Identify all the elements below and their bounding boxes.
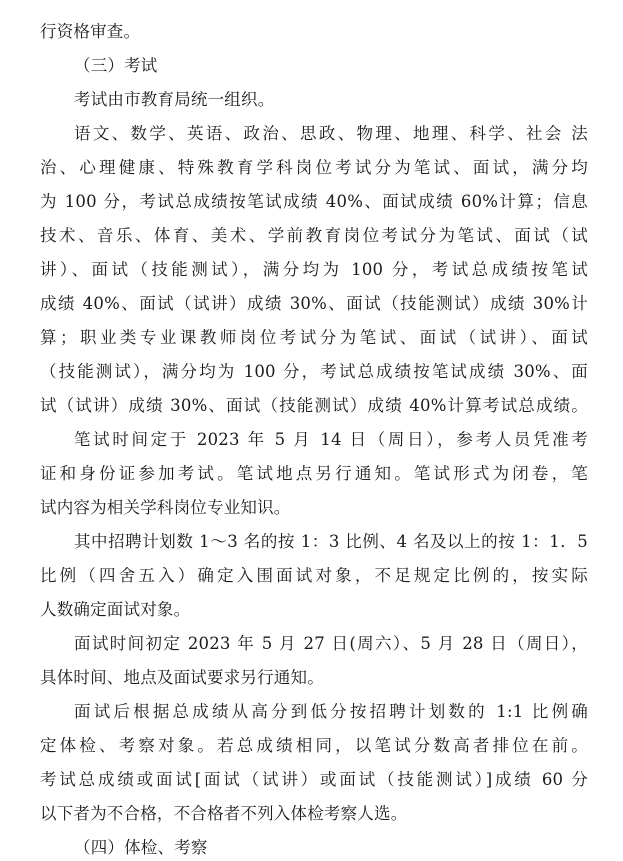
- section-heading: （三）考试: [74, 56, 158, 75]
- paragraph-line: 语文、数学、英语、政治、思政、物理、地理、科学、社会 法: [74, 124, 588, 143]
- paragraph-line: 行资格审查。: [40, 22, 141, 41]
- paragraph-line: 为 100 分，考试总成绩按笔试成绩 40%、面试成绩 60%计算；信息: [40, 192, 588, 211]
- paragraph-line: 比例（四舍五入）确定入围面试对象，不足规定比例的，按实际: [40, 566, 588, 585]
- paragraph-line: 定体检、考察对象。若总成绩相同，以笔试分数高者排位在前。: [40, 736, 588, 755]
- paragraph-line: 成绩 40%、面试（试讲）成绩 30%、面试（技能测试）成绩 30%计: [40, 294, 588, 313]
- paragraph-line: 面试时间初定 2023 年 5 月 27 日(周六）、5 月 28 日（周日），: [74, 634, 588, 653]
- paragraph-line: 考试由市教育局统一组织。: [74, 90, 275, 109]
- paragraph-line: 证和身份证参加考试。笔试地点另行通知。笔试形式为闭卷，笔: [40, 464, 588, 483]
- paragraph-line: 人数确定面试对象。: [40, 600, 191, 619]
- paragraph-line: 面试后根据总成绩从高分到低分按招聘计划数的 1:1 比例确: [74, 702, 588, 721]
- paragraph-line: （技能测试），满分均为 100 分，考试总成绩按笔试成绩 30%、面: [40, 362, 588, 381]
- paragraph-line: 技术、音乐、体育、美术、学前教育岗位考试分为笔试、面试（试: [40, 226, 588, 245]
- paragraph-line: 考试总成绩或面试[面试（试讲）或面试（技能测试）]成绩 60 分: [40, 770, 588, 789]
- paragraph-line: 笔试时间定于 2023 年 5 月 14 日（周日），参考人员凭准考: [74, 430, 588, 449]
- paragraph-line: 以下者为不合格，不合格者不列入体检考察人选。: [40, 804, 408, 823]
- paragraph-line: 讲）、面试（技能测试），满分均为 100 分，考试总成绩按笔试: [40, 260, 588, 279]
- section-heading: （四）体检、考察: [74, 838, 208, 857]
- paragraph-line: 其中招聘计划数 1～3 名的按 1：3 比例、4 名及以上的按 1：1．5: [74, 532, 588, 551]
- paragraph-line: 试内容为相关学科岗位专业知识。: [40, 498, 291, 517]
- paragraph-line: 算；职业类专业课教师岗位考试分为笔试、面试（试讲）、面试: [40, 328, 588, 347]
- paragraph-line: 治、心理健康、特殊教育学科岗位考试分为笔试、面试，满分均: [40, 158, 588, 177]
- paragraph-line: 试（试讲）成绩 30%、面试（技能测试）成绩 40%计算考试总成绩。: [40, 396, 588, 415]
- paragraph-line: 具体时间、地点及面试要求另行通知。: [40, 668, 324, 687]
